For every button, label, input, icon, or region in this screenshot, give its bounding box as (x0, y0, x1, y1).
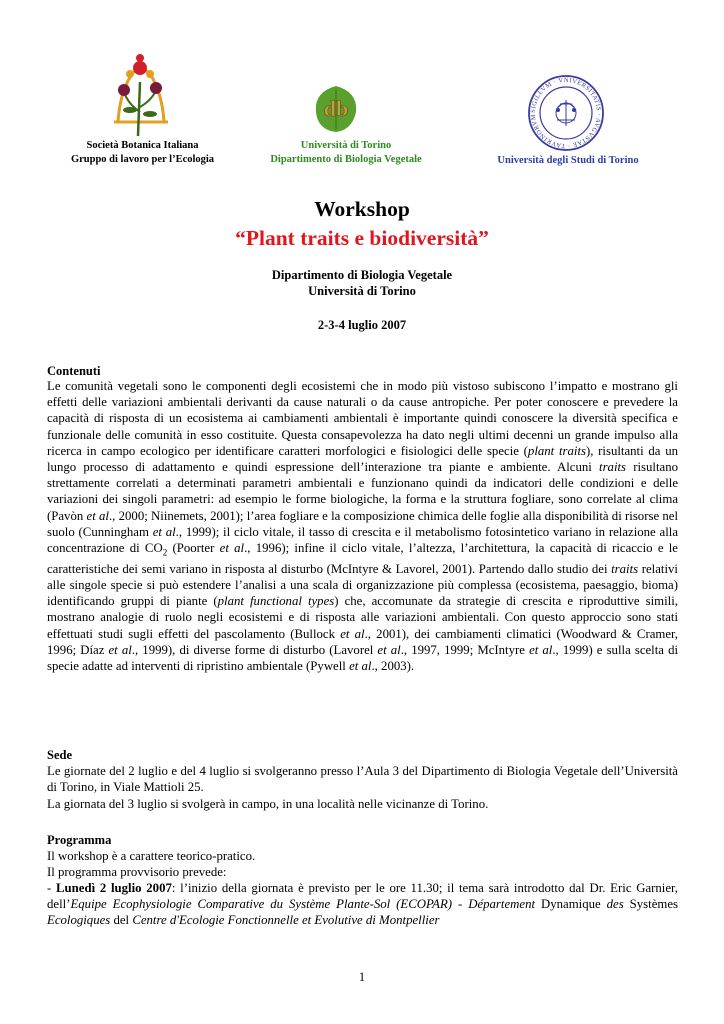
sede-heading: Sede (47, 748, 72, 762)
header-right-line1: Università degli Studi di Torino (497, 155, 639, 166)
header-center-caption (246, 139, 446, 167)
programma-day1: - Lunedì 2 luglio 2007: l’inizio della giornata è previsto per le ore 11.30; il tema sarà introdotto dal Dr. Eric Garnier, dell’Equipe Ecophysiologie Comparative du Système Plante-Sol (ECOPAR) - Département Dynamique des Systèmes Ecologiques del Centre d'Ecologie Fonctionnelle et Evolutive di Montpellier (47, 881, 678, 928)
contenuti-heading: Contenuti (47, 364, 101, 378)
workshop-title: Workshop (314, 197, 410, 221)
logo-db-text: db (323, 96, 349, 121)
event-dates: 2-3-4 luglio 2007 (317, 318, 407, 332)
sede-paragraph: Le giornate del 2 luglio e del 4 luglio si svolgeranno presso l’Aula 3 del Dipartimento di Biologia Vegetale dell’Università di Torino, in Viale Mattioli 25. (47, 764, 678, 795)
universita-seal-logo (527, 74, 605, 152)
venue-line2: Università di Torino (308, 284, 416, 298)
header-left-line2: Gruppo di lavoro per l’Ecologia (70, 154, 215, 165)
workshop-subtitle: “Plant traits e biodiversità” (235, 226, 489, 250)
biologia-vegetale-logo (312, 84, 360, 134)
header-left-caption (50, 139, 235, 167)
programma-line2: Il programma provvisorio prevede: (47, 865, 227, 879)
header-center-line2: Dipartimento di Biologia Vegetale (270, 154, 422, 165)
programma-line1: Il workshop è a carattere teorico-pratico. (47, 849, 256, 863)
contenuti-paragraph: Le comunità vegetali sono le componenti degli ecosistemi che in modo più vistoso subiscono l’impatto e mostrano gli effetti delle variazioni ambientali derivanti da cause naturali o da cause antropiche. Per poter conoscere e prevedere la capacità di risposta di un ecosistema ai cambiamenti ambientali è importante quindi conoscere la diversità specifica e funzionale delle comunità in esso costituite. Questa consapevolezza ha dato negli ultimi decenni un grande impulso alla ricerca in campo ecologico per identificare caratteri morfologici e fisiologici delle specie (plant traits), risultanti da un lungo processo di adattamento e quindi espressione dell’interazione tra piante e ambiente. Alcuni traits risultano strettamente correlati a determinati parametri ambientali e funzionano quindi da indicatori delle condizioni e delle variazioni dei singoli parametri: ad esempio le forme biologiche, la forma e la struttura fogliare, sono correlate al clima (Pavòn et al., 2000; Niinemets, 2001); l’area fogliare e la composizione chimica delle foglie alla disponibilità di risorse nel suolo (Cunningham et al., 1999); il ciclo vitale, il tasso di crescita e il metabolismo fotosintetico variano in relazione alla concentrazione di $CO_2$ (Poorter et al., 1996); infine il ciclo vitale, l’altezza, l’architettura, la capacità di ricaccio e le caratteristiche dei semi variano in risposta al disturbo (McIntyre & Lavorel, 2001). Partendo dallo studio dei traits relativi alle singole specie si può estendere l’analisi a una scala di organizzazione più complessa (ecosistema, paesaggio, bioma) identificando gruppi di piante (plant functional types) che, accomunate da strategie di crescita e riproduttive simili, mostrano analogie di ruolo negli ecosistemi e di risposta alle variazioni ambientali. Con questo approccio sono stati effettuati studi sugli effetti del pascolamento (Bullock et al., 2001), dei cambiamenti climatici (Woodward & Cramer, 1996; Díaz et al., 1999), di diverse forme di disturbo (Lavorel et al., 1997, 1999; McIntyre et al., 1999) e sulla scelta di specie adatte ad interventi di ripristino ambientale (Pywell et al., 2003). (47, 379, 679, 673)
seal-text: SIGILLVM · VNIVERSITATIS · AVGVSTAE · TAVRINORVM (529, 76, 603, 150)
page-number: 1 (358, 970, 366, 984)
sede-paragraph-2: La giornata del 3 luglio si svolgerà in campo, in una località nelle vicinanze di Torino. (47, 797, 489, 811)
header-left-line1: Società Botanica Italiana (86, 140, 199, 151)
programma-heading: Programma (47, 833, 112, 847)
header-right-caption (470, 154, 666, 168)
header-center-line1: Università di Torino (300, 140, 392, 151)
societa-botanica-logo (110, 52, 172, 138)
venue-line1: Dipartimento di Biologia Vegetale (271, 268, 453, 282)
